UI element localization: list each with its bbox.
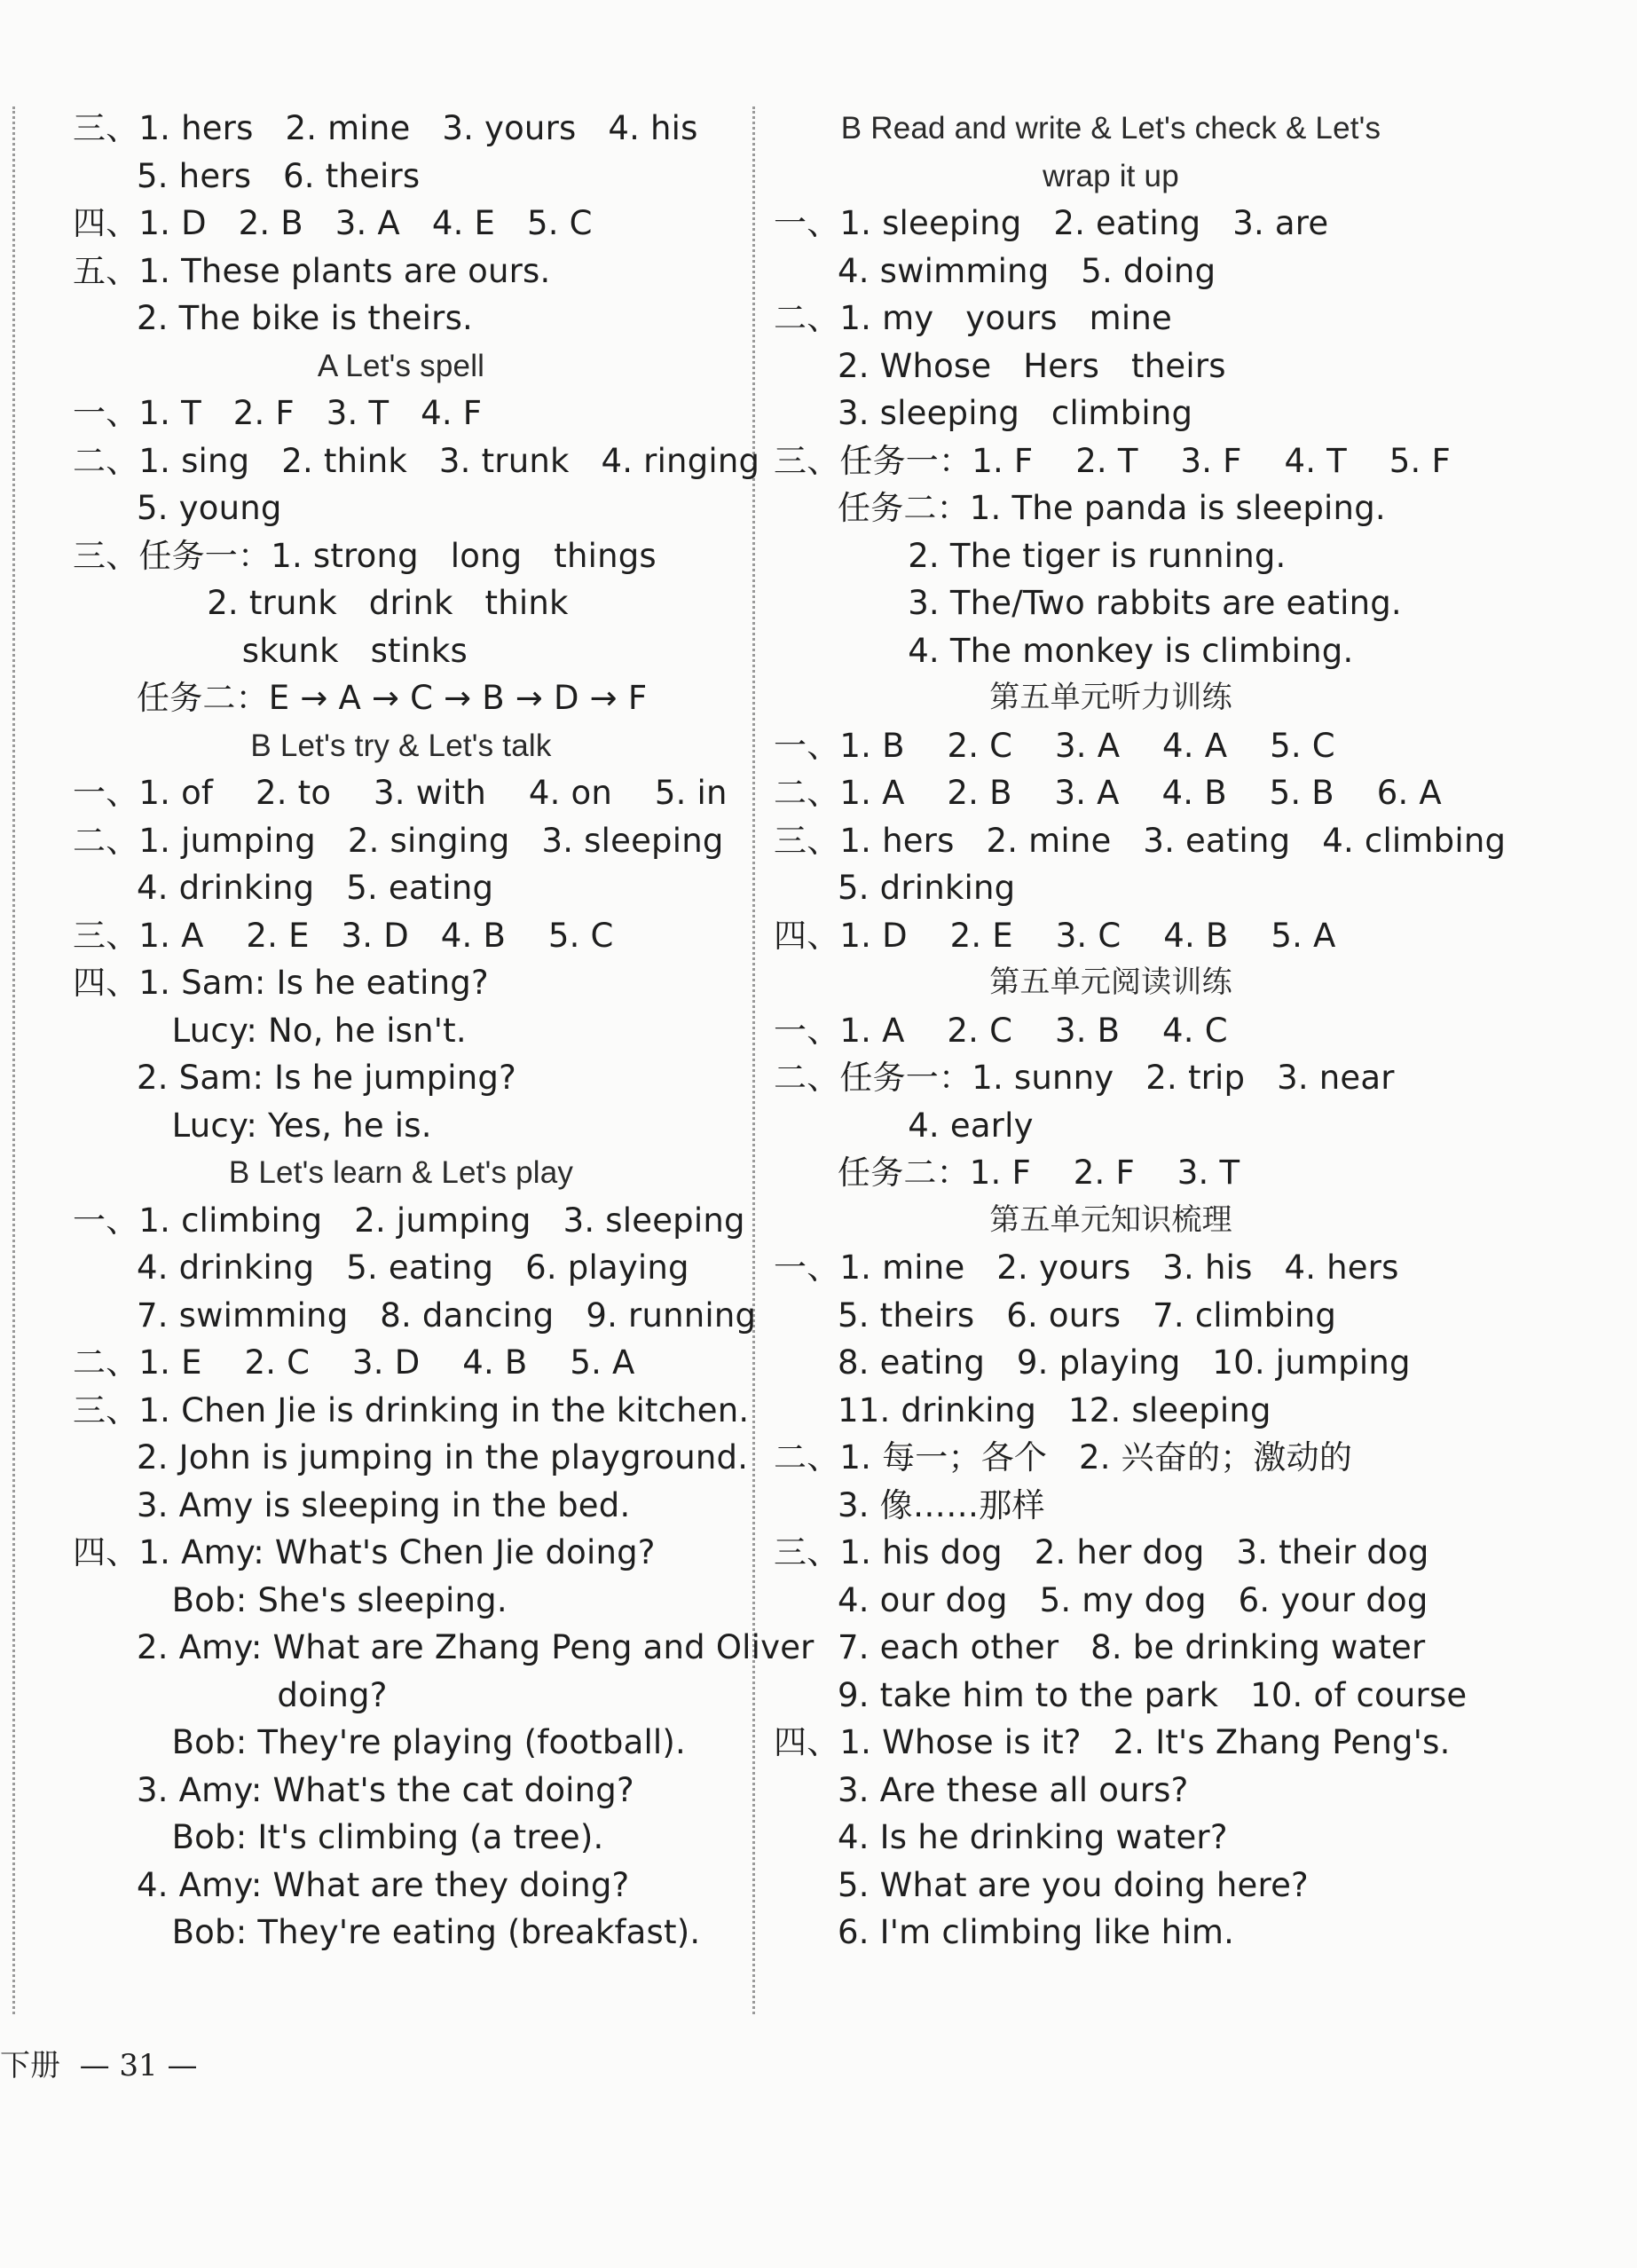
answer-text: 4. Is he drinking water? [838, 1818, 1228, 1856]
answer-line [73, 1862, 729, 1910]
answer-line [774, 1244, 1448, 1292]
answer-text: 4. drinking 5. eating [137, 869, 494, 907]
answer-text: 4. early [908, 1106, 1034, 1145]
section-heading: B Read and write & Let's check & Let's [840, 111, 1381, 146]
answer-line [774, 722, 1448, 770]
answer-line [73, 437, 760, 485]
answer-line [774, 817, 1507, 865]
answer-text: 4. Amy: What are they doing? [137, 1865, 630, 1904]
answer-text: 1. D 2. E 3. C 4. B 5. A [839, 916, 1336, 955]
answer-text: 2. John is jumping in the playground. [137, 1438, 749, 1477]
question-number: 五、 [73, 251, 139, 290]
answer-text: 2. trunk drink think [207, 584, 569, 622]
question-number: 三、 [774, 441, 840, 480]
answer-line [774, 343, 1448, 390]
page-footer: 下册 — 31 — [0, 2048, 198, 2083]
answer-text: 1. of 2. to 3. with 4. on 5. in [138, 774, 728, 812]
answer-text: 1. A 2. C 3. B 4. C [839, 1011, 1228, 1050]
question-number: 二、 [73, 821, 139, 860]
answer-line [774, 1292, 1448, 1340]
answer-text: Lucy: Yes, he is. [171, 1106, 432, 1145]
answer-line [73, 1814, 729, 1862]
question-number: 二、 [774, 774, 840, 812]
answer-line [73, 769, 729, 817]
section-heading: wrap it up [1043, 158, 1179, 193]
answer-text: 1. These plants are ours. [138, 251, 551, 290]
answer-text: 4. The monkey is climbing. [908, 631, 1354, 670]
answer-line [774, 627, 1448, 675]
answer-text: 2. Whose Hers theirs [838, 346, 1226, 385]
answer-text: skunk stinks [241, 631, 468, 670]
answer-line [774, 1672, 1468, 1720]
section-heading: B Let's learn & Let's play [228, 1155, 574, 1190]
answer-line [73, 817, 729, 865]
answer-line [73, 1197, 745, 1245]
answer-line [774, 200, 1448, 248]
answer-text: 1. Amy: What's Chen Jie doing? [138, 1533, 656, 1571]
answer-text: 4. swimming 5. doing [838, 251, 1216, 290]
answer-text: 1. climbing 2. jumping 3. sleeping [138, 1201, 745, 1240]
answer-line [774, 390, 1448, 437]
answer-text: 8. eating 9. playing 10. jumping [838, 1343, 1411, 1382]
answer-line [73, 579, 729, 627]
answer-line [774, 864, 1448, 912]
answer-text: Bob: They're eating (breakfast). [171, 1913, 701, 1951]
answer-text: 9. take him to the park 10. of course [838, 1675, 1468, 1714]
answer-line [774, 912, 1448, 960]
answer-line [73, 1102, 729, 1150]
answer-text: 11. drinking 12. sleeping [838, 1390, 1271, 1429]
answer-line [73, 1577, 729, 1625]
answer-text: 5. young [137, 489, 282, 527]
answer-line [73, 390, 729, 437]
answer-text: 3. Are these all ours? [838, 1770, 1189, 1809]
answer-line [73, 1339, 729, 1387]
answer-text: doing? [277, 1675, 388, 1714]
answer-text: 5. drinking [838, 869, 1016, 907]
answer-text: 2. The bike is theirs. [137, 299, 474, 337]
question-number: 二、 [774, 299, 840, 337]
section-heading: A Let's spell [317, 348, 485, 383]
answer-line [73, 1529, 729, 1577]
question-number: 一、 [774, 726, 840, 765]
answer-text: 5. theirs 6. ours 7. climbing [838, 1295, 1337, 1335]
answer-text: 3. Amy is sleeping in the bed. [137, 1485, 631, 1524]
answer-line [774, 1529, 1448, 1577]
question-number: 四、 [73, 1533, 139, 1571]
answer-line [73, 1767, 729, 1815]
answer-text: 3. Amy: What's the cat doing? [137, 1770, 634, 1809]
answer-line [73, 1434, 749, 1482]
answer-text: 任务二：E → A → C → B → D → F [137, 679, 648, 717]
answer-text: 任务一：1. sunny 2. trip 3. near [839, 1059, 1395, 1097]
answer-line [73, 295, 729, 343]
answer-text: 1. Whose is it? 2. It's Zhang Peng's. [839, 1723, 1451, 1761]
answer-text: 1. sleeping 2. eating 3. are [839, 204, 1329, 242]
answer-line [774, 1102, 1448, 1150]
answer-line [774, 437, 1451, 485]
answer-text: Lucy: No, he isn't. [171, 1011, 467, 1050]
answer-line [774, 1909, 1448, 1957]
answer-line [774, 1577, 1448, 1625]
answer-line [73, 959, 729, 1007]
answer-text: 1. jumping 2. singing 3. sleeping [138, 821, 724, 860]
answer-text: 5. hers 6. theirs [137, 156, 421, 195]
answer-line [774, 532, 1448, 580]
answer-text: 7. each other 8. be drinking water [838, 1628, 1426, 1666]
question-number: 三、 [73, 536, 139, 575]
answer-text: Bob: It's climbing (a tree). [171, 1818, 604, 1856]
answer-line [774, 1482, 1448, 1530]
answer-line [73, 1672, 729, 1720]
answer-line [73, 1292, 757, 1340]
answer-text: 1. B 2. C 3. A 4. A 5. C [839, 726, 1335, 765]
question-number: 四、 [774, 1723, 840, 1761]
answer-line [73, 912, 729, 960]
answer-text: 1. sing 2. think 3. trunk 4. ringing [138, 441, 760, 480]
question-number: 二、 [73, 1343, 139, 1382]
answer-text: 2. The tiger is running. [908, 536, 1287, 575]
answer-text: 2. Sam: Is he jumping? [137, 1059, 516, 1097]
answer-text: 2. Amy: What are Zhang Peng and Oliver [137, 1628, 815, 1666]
answer-text: 6. I'm climbing like him. [838, 1913, 1235, 1951]
answer-text: 任务二：1. F 2. F 3. T [838, 1154, 1240, 1192]
answer-line [73, 674, 729, 722]
question-number: 二、 [774, 1438, 840, 1477]
column-divider [752, 106, 755, 2014]
answer-line [73, 1007, 729, 1055]
question-number: 一、 [73, 774, 139, 812]
answer-text: 4. our dog 5. my dog 6. your dog [838, 1580, 1428, 1619]
answer-line [73, 1387, 750, 1435]
answer-text: 1. A 2. E 3. D 4. B 5. C [138, 916, 614, 955]
question-number: 一、 [73, 1201, 139, 1240]
question-number: 二、 [73, 441, 139, 480]
answer-line [73, 627, 729, 675]
left-column [73, 105, 815, 1957]
question-number: 四、 [73, 964, 139, 1002]
answer-text: 1. D 2. B 3. A 4. E 5. C [138, 204, 593, 242]
answer-text: 任务二：1. The panda is sleeping. [838, 489, 1386, 527]
right-column [774, 105, 1507, 1957]
section-heading: 第五单元知识梳理 [989, 1201, 1232, 1238]
question-number: 三、 [774, 821, 840, 860]
answer-line [73, 1054, 729, 1102]
answer-line [774, 1434, 1448, 1482]
answer-line [73, 200, 729, 248]
answer-text: Bob: They're playing (football). [171, 1723, 687, 1761]
answer-line [774, 484, 1448, 532]
answer-line [73, 484, 729, 532]
question-number: 一、 [774, 204, 840, 242]
answer-text: 3. The/Two rabbits are eating. [908, 584, 1402, 622]
answer-text: 1. 每一；各个 2. 兴奋的；激动的 [839, 1438, 1353, 1477]
question-number: 三、 [73, 916, 139, 955]
answer-text: 任务一：1. F 2. T 3. F 4. T 5. F [839, 441, 1451, 480]
answer-line [73, 1624, 815, 1672]
answer-line [774, 1624, 1448, 1672]
answer-text: 1. Sam: Is he eating? [138, 964, 489, 1002]
left-margin-rule [12, 106, 15, 2014]
answer-text: 1. T 2. F 3. T 4. F [138, 394, 483, 432]
answer-text: 1. hers 2. mine 3. yours 4. his [138, 109, 698, 147]
answer-text: 3. sleeping climbing [838, 394, 1193, 432]
answer-text: 3. 像……那样 [838, 1485, 1045, 1524]
answer-text: 1. his dog 2. her dog 3. their dog [839, 1533, 1429, 1571]
answer-line [774, 1862, 1448, 1910]
question-number: 二、 [774, 1059, 840, 1097]
question-number: 一、 [774, 1248, 840, 1287]
section-heading: B Let's try & Let's talk [250, 728, 552, 763]
question-number: 三、 [774, 1533, 840, 1571]
answer-text: 5. What are you doing here? [838, 1865, 1309, 1904]
answer-line [73, 532, 729, 580]
question-number: 一、 [774, 1011, 840, 1050]
answer-line [774, 579, 1448, 627]
answer-text: 4. drinking 5. eating 6. playing [137, 1248, 689, 1287]
answer-line [73, 1244, 729, 1292]
answer-text: 1. hers 2. mine 3. eating 4. climbing [839, 821, 1507, 860]
answer-text: 1. A 2. B 3. A 4. B 5. B 6. A [839, 774, 1442, 812]
answer-text: Bob: She's sleeping. [171, 1580, 508, 1619]
answer-line [774, 1814, 1448, 1862]
answer-line [774, 295, 1448, 343]
answer-text: 1. mine 2. yours 3. his 4. hers [839, 1248, 1399, 1287]
question-number: 三、 [73, 1390, 139, 1429]
section-heading: 第五单元听力训练 [989, 680, 1232, 715]
answer-line [73, 1909, 729, 1957]
answer-text: 7. swimming 8. dancing 9. running [137, 1295, 757, 1335]
answer-text: 任务一：1. strong long things [138, 536, 657, 575]
answer-line [774, 1719, 1451, 1767]
question-number: 四、 [774, 916, 840, 955]
answer-line [774, 769, 1448, 817]
question-number: 四、 [73, 204, 139, 242]
answer-line [73, 105, 729, 153]
answer-line [73, 153, 729, 201]
answer-line [73, 1482, 729, 1530]
answer-line [774, 248, 1448, 295]
answer-text: 1. E 2. C 3. D 4. B 5. A [138, 1343, 635, 1382]
question-number: 三、 [73, 109, 139, 147]
section-heading: 第五单元阅读训练 [989, 965, 1232, 1000]
answer-line [774, 1767, 1448, 1815]
answer-line [774, 1054, 1448, 1102]
question-number: 一、 [73, 394, 139, 432]
answer-text: 1. Chen Jie is drinking in the kitchen. [138, 1390, 750, 1429]
answer-text: 1. my yours mine [839, 299, 1172, 337]
answer-line [73, 248, 729, 295]
answer-line [73, 864, 729, 912]
answer-line [774, 1387, 1448, 1435]
answer-line [774, 1149, 1448, 1197]
answer-line [73, 1719, 729, 1767]
answer-line [774, 1339, 1448, 1387]
answer-line [774, 1007, 1448, 1055]
